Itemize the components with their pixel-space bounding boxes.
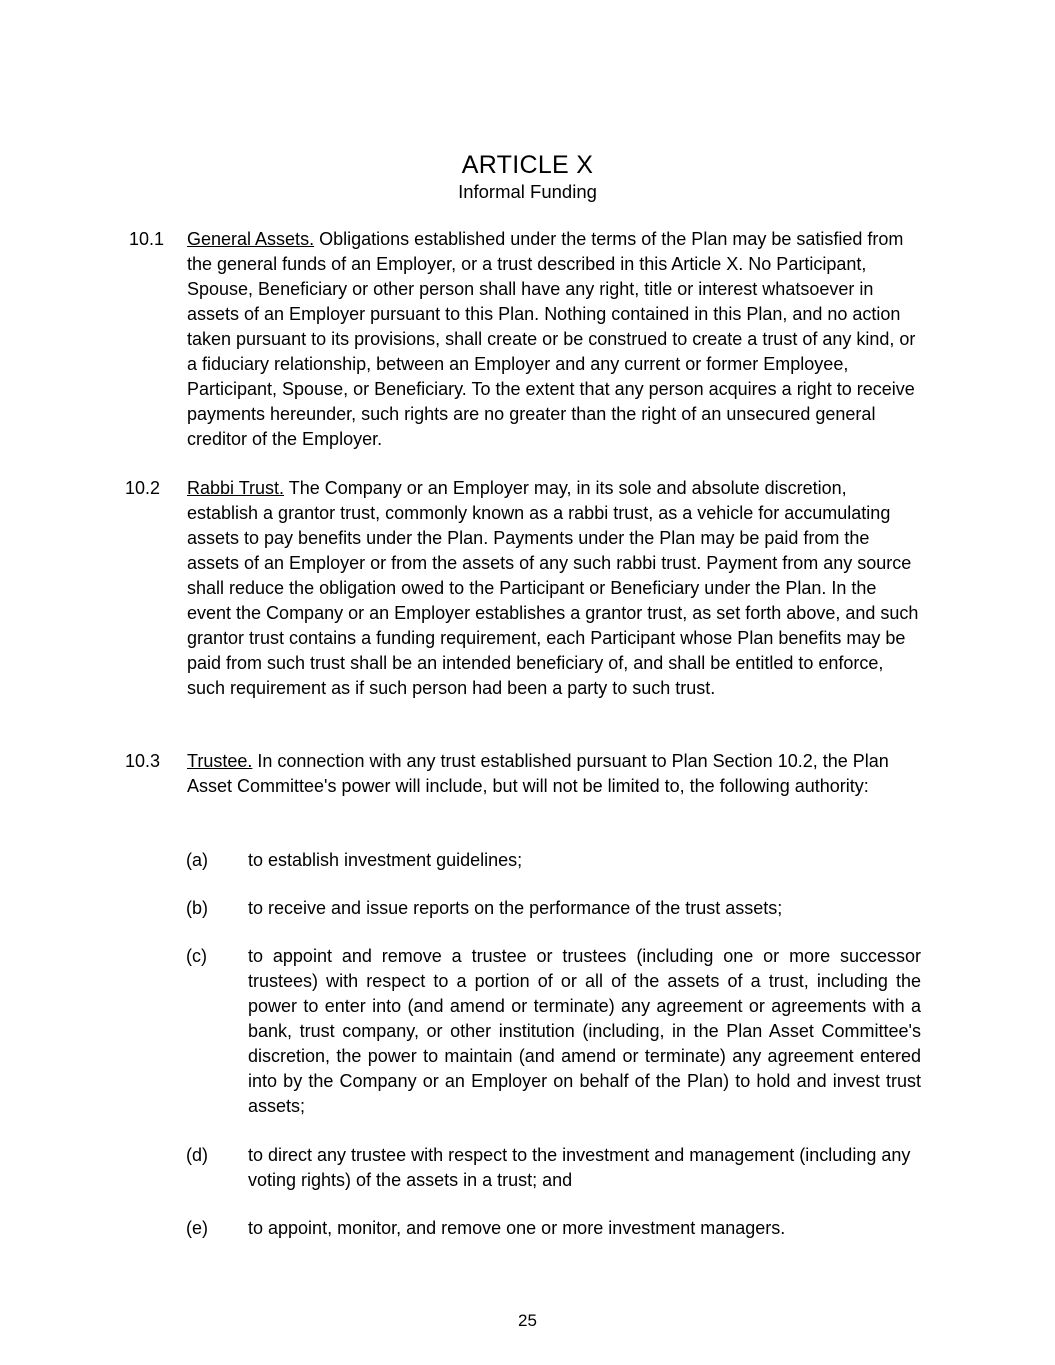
section-heading: Rabbi Trust. xyxy=(187,478,285,498)
item-label: (c) xyxy=(186,946,207,966)
section-heading: General Assets. xyxy=(187,229,315,249)
item-label: (e) xyxy=(186,1218,208,1238)
section-text: The Company or an Employer may, in its sole and absolute discretion, establish a grantor trust, commonly known as a rabbi trust, as a vehicle for accumulating assets to pay benefits under the Plan. Payments under the Plan may be paid from the assets of an Employer or from the assets of any such rabbi trust. Payment from any source shall reduce the obligation owed to the Participant or Beneficiary under the Plan. In the event the Company or an Employer establishes a grantor trust, as set forth above, and such grantor trust contains a funding requirement, each Participant whose Plan benefits may be paid from such trust shall be an intended beneficiary of, and shall be entitled to enforce, such requirement as if such person had been a party to such trust. xyxy=(187,478,919,698)
section-heading: Trustee. xyxy=(187,751,253,771)
section-body xyxy=(187,227,922,452)
section-number: 10.3 xyxy=(125,751,161,771)
page-number: 25 xyxy=(518,1311,537,1330)
item-label: (a) xyxy=(186,850,208,870)
section-body xyxy=(187,476,922,701)
item-label: (b) xyxy=(186,898,208,918)
section-number: 10.1 xyxy=(129,229,165,249)
item-text: to establish investment guidelines; xyxy=(248,850,523,870)
section-body xyxy=(187,749,922,799)
item-text: to direct any trustee with respect to the investment and management (including any voting rights) of the assets in a trust; and xyxy=(248,1145,911,1190)
item-text: to receive and issue reports on the performance of the trust assets; xyxy=(248,898,783,918)
item-text: to appoint, monitor, and remove one or more investment managers. xyxy=(248,1218,786,1238)
article-title: ARTICLE X xyxy=(461,151,594,179)
article-subtitle: Informal Funding xyxy=(458,181,597,202)
section-number: 10.2 xyxy=(125,478,161,498)
item-text: to appoint and remove a trustee or trustees (including one or more successor trustees) with respect to a portion of or all of the assets of a trust, including the power to enter into (and amend or terminate) any agreement or agreements with a bank, trust company, or other institution (including, in the Plan Asset Committee's discretion, the power to maintain (and amend or terminate) any agreement entered into by the Company or an Employer on behalf of the Plan) to hold and invest trust assets; xyxy=(248,946,921,1116)
item-label: (d) xyxy=(186,1145,208,1165)
section-text: Obligations established under the terms of the Plan may be satisfied from the general funds of an Employer, or a trust described in this Article X. No Participant, Spouse, Beneficiary or other person shall have any right, title or interest whatsoever in assets of an Employer pursuant to this Plan. Nothing contained in this Plan, and no action taken pursuant to its provisions, shall create or be construed to create a trust of any kind, or a fiduciary relationship, between an Employer and any current or former Employee, Participant, Spouse, or Beneficiary. To the extent that any person acquires a right to receive payments hereunder, such rights are no greater than the right of an unsecured general creditor of the Employer. xyxy=(187,229,916,449)
section-text: In connection with any trust established pursuant to Plan Section 10.2, the Plan Asset Committee's power will include, but will not be limited to, the following authority: xyxy=(187,751,889,796)
